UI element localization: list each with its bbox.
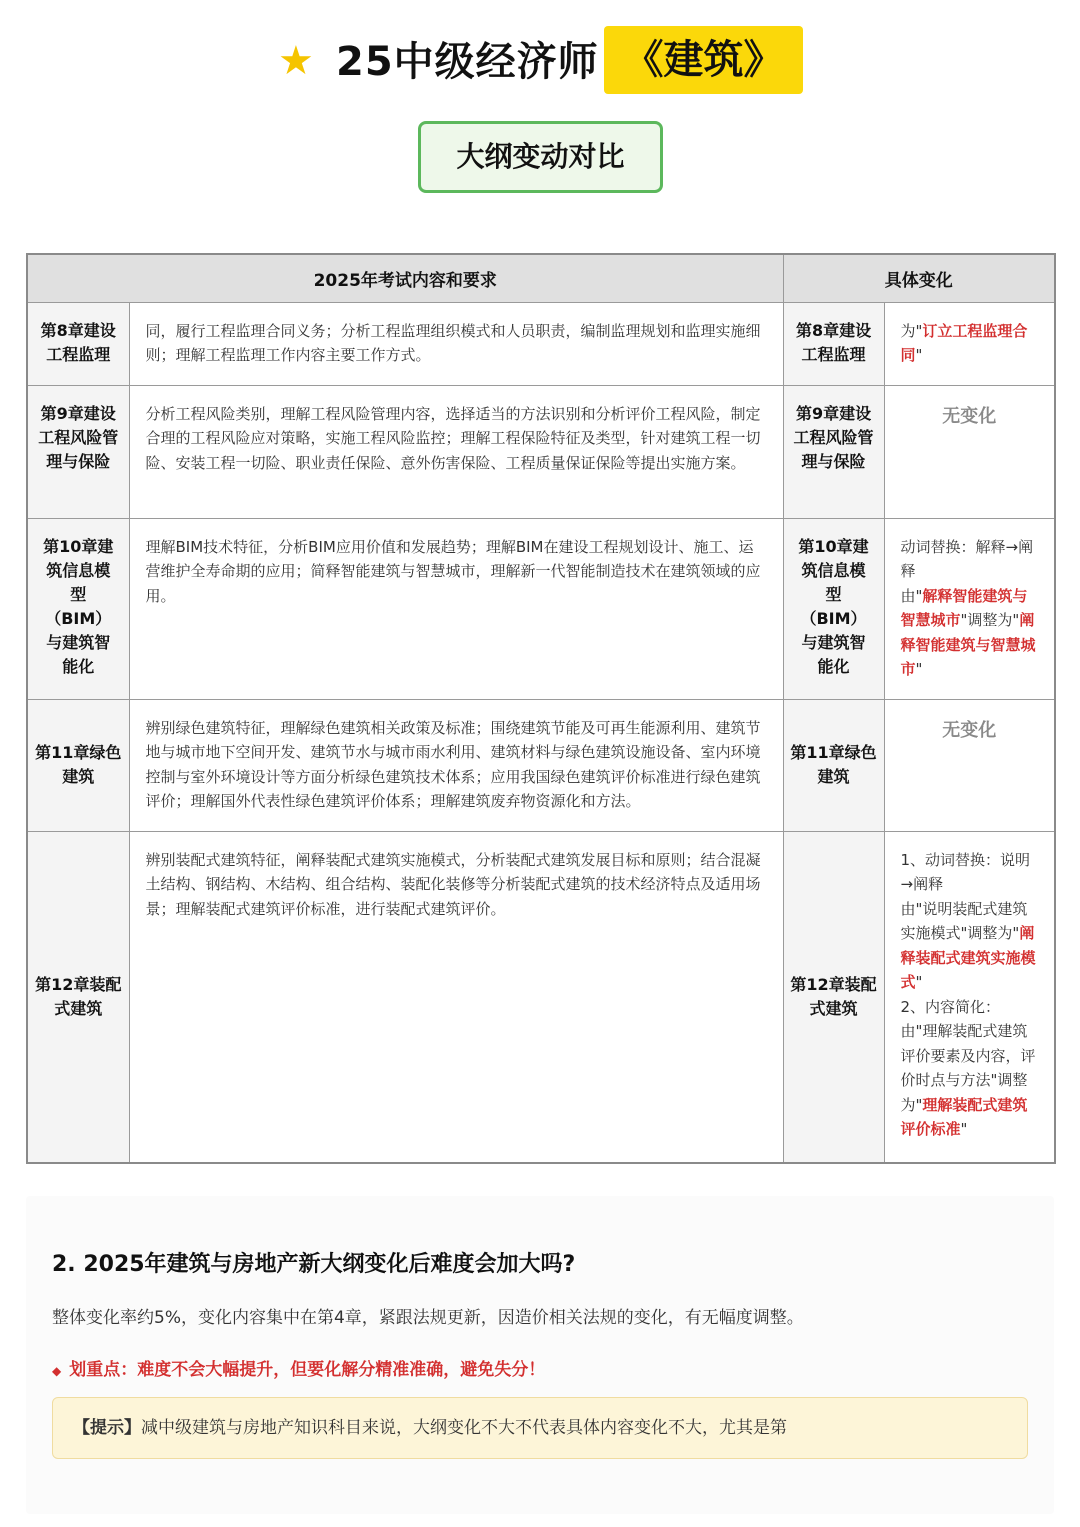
chapter-label: 能化 xyxy=(62,656,95,676)
change-cell xyxy=(884,831,1055,1163)
change-text: 动词替换：解释→阐释 xyxy=(900,537,1034,580)
table-row xyxy=(27,385,1055,518)
column-header-requirements: 2025年考试内容和要求 xyxy=(27,254,783,302)
chapter-cell xyxy=(27,302,129,385)
content-cell: 理解BIM技术特征，分析BIM应用价值和发展趋势；理解BIM在建设工程规划设计、施工、运营维护全寿命期的应用；简释智能建筑与智慧城市，理解新一代智能制造技术在建筑领域的应用。 xyxy=(129,518,783,699)
chapter-cell xyxy=(27,831,129,1163)
chapter-label: 第10章建 xyxy=(798,536,869,556)
change-text: " xyxy=(960,1120,968,1138)
chapter-label: 第8章建设工程监理 xyxy=(795,320,872,364)
content-cell: 同，履行工程监理合同义务；分析工程监理组织模式和人员职责，编制监理规划和监理实施细则；理解工程监理工作内容主要工作方式。 xyxy=(129,302,783,385)
chapter-label: （BIM） xyxy=(800,608,867,628)
chapter-label: 型 xyxy=(825,584,842,604)
comparison-table xyxy=(26,253,1056,1164)
table-row xyxy=(27,302,1055,385)
diamond-icon: ◆ xyxy=(52,1364,62,1378)
star-icon: ★ xyxy=(278,38,314,84)
change-text: 1、动词替换：说明→阐释 xyxy=(900,850,1031,893)
key-point xyxy=(52,1355,545,1386)
chapter-label: （BIM） xyxy=(45,608,112,628)
chapter-label: 第12章装配式建筑 xyxy=(790,974,877,1018)
change-highlight: 订立工程监理合同 xyxy=(900,321,1028,364)
chapter-cell xyxy=(783,699,884,831)
chapter-label: 第9章建设工程风险管理与保险 xyxy=(793,403,874,471)
chapter-cell xyxy=(783,302,884,385)
chapter-cell xyxy=(27,699,129,831)
change-cell xyxy=(884,518,1055,699)
chapter-label: 第9章建设工程风险管理与保险 xyxy=(38,403,119,471)
chapter-label: 第10章建 xyxy=(43,536,114,556)
key-point-text: 划重点：难度不会大幅提升，但要化解分精准准确，避免失分！ xyxy=(69,1360,546,1380)
subtitle-badge: 大纲变动对比 xyxy=(418,121,663,193)
tip-text: 减中级建筑与房地产知识科目来说，大纲变化不大不代表具体内容变化不大，尤其是第 xyxy=(141,1418,787,1438)
change-text: 2、内容简化： xyxy=(900,997,1001,1016)
chapter-cell xyxy=(783,518,884,699)
chapter-label: 第11章绿色建筑 xyxy=(790,743,877,786)
tip-box xyxy=(52,1397,1028,1459)
change-highlight: 阐释装配式建筑实施模式 xyxy=(900,924,1036,991)
chapter-cell xyxy=(783,831,884,1163)
tip-label: 【提示】 xyxy=(73,1418,141,1438)
change-text: 由"理解装配式建筑评价要素及内容，评价时点与方法"调整为" xyxy=(900,1022,1036,1114)
chapter-cell xyxy=(27,385,129,518)
chapter-cell xyxy=(27,518,129,699)
chapter-label: 型 xyxy=(70,584,87,604)
change-text: 由"说明装配式建筑实施模式"调整为" xyxy=(900,899,1028,942)
column-header-changes: 具体变化 xyxy=(783,254,1055,302)
chapter-cell xyxy=(783,385,884,518)
table-row xyxy=(27,831,1055,1163)
table-row xyxy=(27,699,1055,831)
chapter-label: 第11章绿色建筑 xyxy=(35,743,122,786)
change-text: " xyxy=(915,660,923,678)
header xyxy=(0,26,1080,96)
chapter-label: 与建筑智 xyxy=(46,632,111,652)
change-highlight: 阐释智能建筑与智慧城市 xyxy=(900,611,1036,678)
change-text: " xyxy=(915,346,923,364)
section-body: 整体变化率约5%，变化内容集中在第4章，紧跟法规更新，因造价相关法规的变化，有无幅度调整。 xyxy=(52,1308,804,1328)
change-highlight: 解释智能建筑与智慧城市 xyxy=(900,586,1028,629)
content-cell: 分析工程风险类别，理解工程风险管理内容，选择适当的方法识别和分析评价工程风险，制定合理的工程风险应对策略，实施工程风险监控；理解工程保险特征及类型，针对建筑工程一切险、安装工程一切险、职业责任保险、意外伤害保险、工程质量保证保险等提出实施方案。 xyxy=(129,385,783,518)
chapter-label: 第12章装配式建筑 xyxy=(35,974,122,1018)
section-heading: 2. 2025年建筑与房地产新大纲变化后难度会加大吗? xyxy=(52,1252,576,1277)
title-highlight: 《建筑》 xyxy=(604,26,803,94)
no-change-cell: 无变化 xyxy=(884,699,1055,831)
change-text: "调整为" xyxy=(960,611,1020,629)
chapter-label: 与建筑智 xyxy=(801,632,866,652)
chapter-label: 筑信息模 xyxy=(46,560,111,580)
chapter-label: 筑信息模 xyxy=(801,560,866,580)
change-highlight: 理解装配式建筑评价标准 xyxy=(900,1095,1028,1138)
chapter-label: 第8章建设工程监理 xyxy=(40,320,116,364)
change-text: 为" xyxy=(900,321,923,340)
change-text: 由" xyxy=(900,586,923,605)
page-title: 25中级经济师 xyxy=(336,39,599,85)
table-row xyxy=(27,518,1055,699)
content-cell: 辨别装配式建筑特征，阐释装配式建筑实施模式，分析装配式建筑发展目标和原则；结合混凝土结构、钢结构、木结构、组合结构、装配化装修等分析装配式建筑的技术经济特点及适用场景；理解装配式建筑评价标准，进行装配式建筑评价。 xyxy=(129,831,783,1163)
change-cell xyxy=(884,302,1055,385)
content-cell: 辨别绿色建筑特征，理解绿色建筑相关政策及标准；围绕建筑节能及可再生能源利用、建筑节地与城市地下空间开发、建筑节水与城市雨水利用、建筑材料与绿色建筑设施设备、室内环境控制与室外环境设计等方面分析绿色建筑技术体系；应用我国绿色建筑评价标准进行绿色建筑评价；理解国外代表性绿色建筑评价体系；理解建筑废弃物资源化和方法。 xyxy=(129,699,783,831)
chapter-label: 能化 xyxy=(817,656,850,676)
table-header-row xyxy=(27,254,1055,302)
change-text: " xyxy=(915,973,923,991)
no-change-cell: 无变化 xyxy=(884,385,1055,518)
